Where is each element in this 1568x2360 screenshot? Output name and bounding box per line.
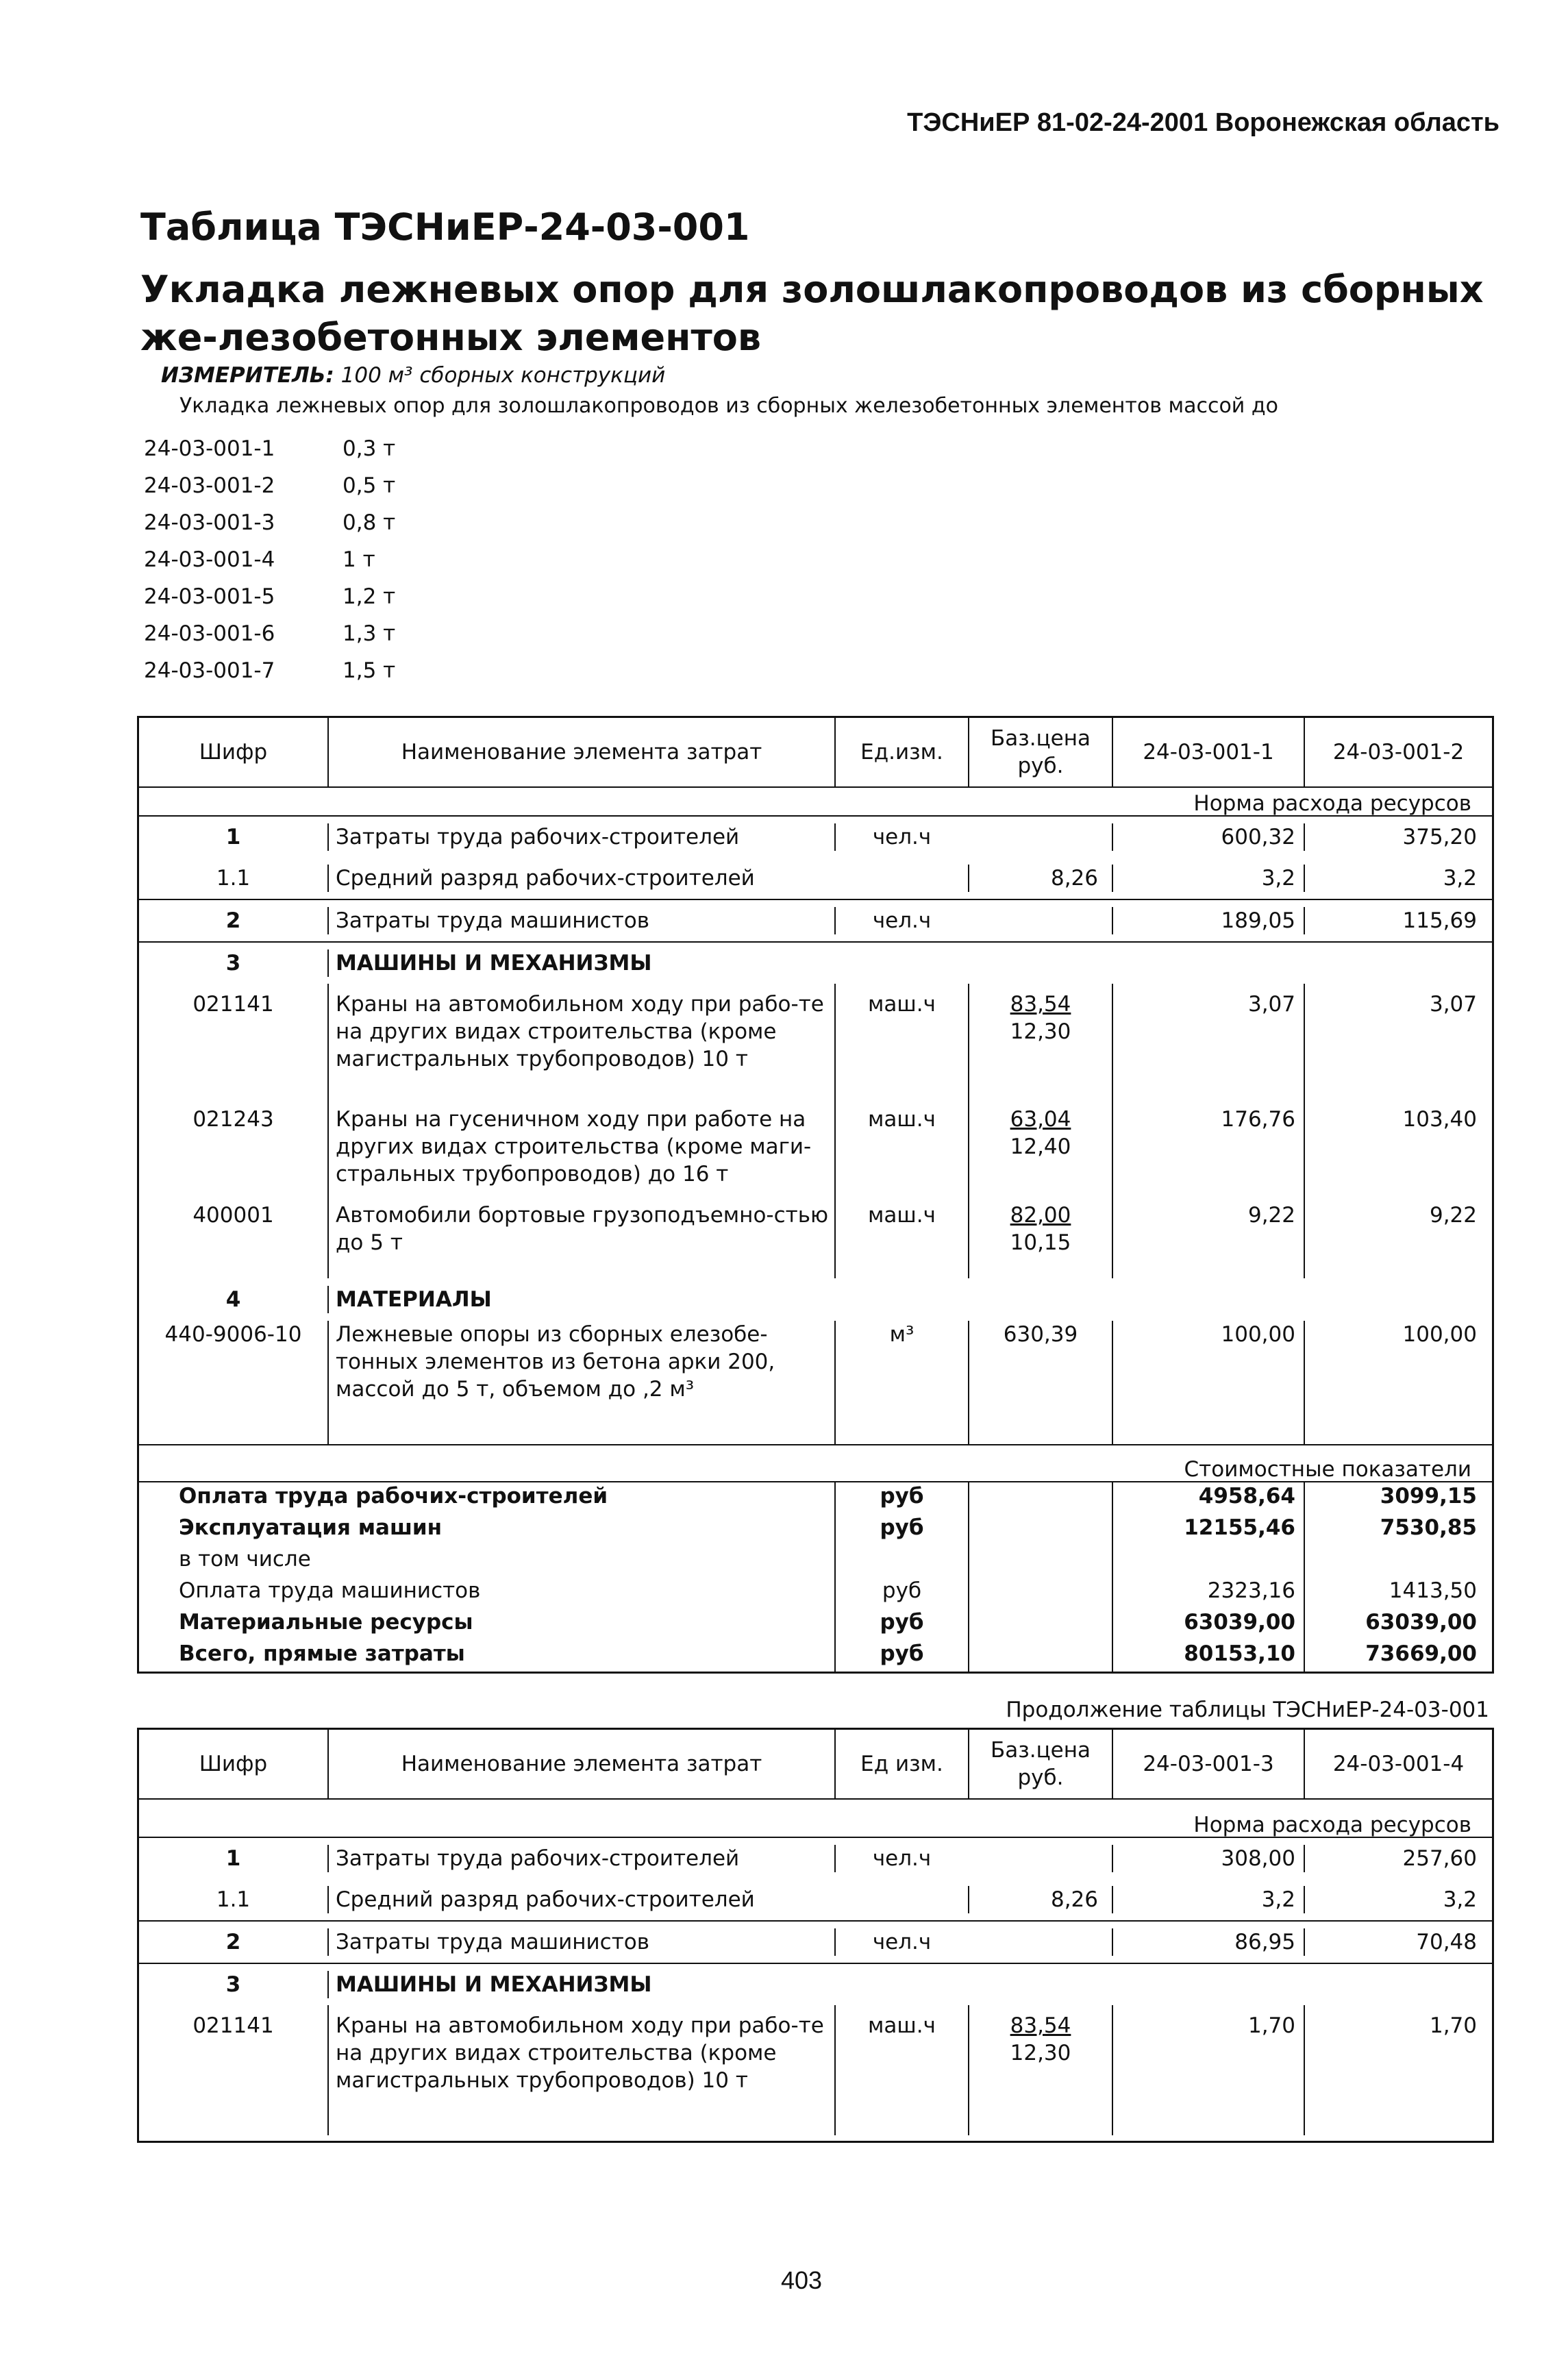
header-col1: 24-03-001-1: [1112, 718, 1304, 786]
intro-text: Укладка лежневых опор для золошлакопроводов из сборных железобетонных элементов массой до: [179, 394, 1278, 418]
table-row: 1 Затраты труда рабочих-строителей чел.ч 308,00 257,60: [139, 1838, 1492, 1879]
summary-row: Всего, прямые затраты руб 80153,10 73669,00: [139, 1640, 1492, 1672]
measure-value: 100 м³ сборных конструкций: [340, 363, 666, 388]
table-row: 440-9006-10 Лежневые опоры из сборных елезобе-тонных элементов из бетона арки 200, массой до 5 т, объемом до ,2 м³ м³ 630,39 100,00 100,00: [139, 1321, 1492, 1444]
header-name: Наименование элемента затрат: [327, 1730, 834, 1798]
code-list-item: 24-03-001-4 1 т: [144, 547, 375, 572]
table-header-row: [139, 718, 1492, 788]
summary-row: Оплата труда машинистов руб 2323,16 1413,50: [139, 1577, 1492, 1608]
header-col2: 24-03-001-4: [1304, 1730, 1492, 1798]
header-price: Баз.цена руб.: [968, 718, 1112, 786]
table-row: 3 МАШИНЫ И МЕХАНИЗМЫ: [139, 943, 1492, 984]
summary-row: в том числе: [139, 1545, 1492, 1577]
header-col1: 24-03-001-3: [1112, 1730, 1304, 1798]
header-name: Наименование элемента затрат: [327, 718, 834, 786]
table-row: 4 МАТЕРИАЛЫ: [139, 1278, 1492, 1321]
measure-label: ИЗМЕРИТЕЛЬ:: [161, 363, 334, 388]
summary-row: Эксплуатация машин руб 12155,46 7530,85: [139, 1514, 1492, 1545]
table-row: 3 МАШИНЫ И МЕХАНИЗМЫ: [139, 1964, 1492, 2005]
table-subtitle: Укладка лежневых опор для золошлакопроводов из сборных же-лезобетонных элементов: [140, 268, 1484, 359]
header-col2: 24-03-001-2: [1304, 718, 1492, 786]
table-row: 1.1 Средний разряд рабочих-строителей 8,26 3,2 3,2: [139, 1879, 1492, 1922]
table-row: 021141 Краны на автомобильном ходу при рабо-те на других видах строительства (кроме магистральных трубопроводов) 10 т маш.ч 83,54 12,30 3,07 3,07: [139, 984, 1492, 1106]
code-list-item: 24-03-001-5 1,2 т: [144, 584, 396, 609]
header-unit: Ед изм.: [834, 1730, 968, 1798]
continuation-caption: Продолжение таблицы ТЭСНиЕР-24-03-001: [1006, 1698, 1489, 1722]
code-list: [144, 430, 395, 689]
header-code: Шифр: [199, 740, 268, 765]
table-row: 2 Затраты труда машинистов чел.ч 189,05 115,69: [139, 900, 1492, 943]
code-list-item: 24-03-001-1 0,3 т: [144, 436, 396, 461]
page-number: 403: [781, 2266, 823, 2294]
code-list-item: 24-03-001-2 0,5 т: [144, 473, 396, 498]
header-unit: Ед.изм.: [834, 718, 968, 786]
table-row: 2 Затраты труда машинистов чел.ч 86,95 70,48: [139, 1922, 1492, 1964]
header-price: Баз.цена руб.: [968, 1730, 1112, 1798]
page-header: ТЭСНиЕР 81-02-24-2001 Воронежская область: [907, 108, 1499, 137]
table-row: 1.1 Средний разряд рабочих-строителей 8,26 3,2 3,2: [139, 858, 1492, 900]
table-row: 400001 Автомобили бортовые грузоподъемно-стью до 5 т маш.ч 82,00 10,15 9,22 9,22: [139, 1202, 1492, 1278]
resource-table-1: [137, 716, 1494, 1674]
resource-table-2: [137, 1728, 1494, 2143]
code-list-item: 24-03-001-7 1,5 т: [144, 658, 396, 683]
table-row: 021141 Краны на автомобильном ходу при рабо-те на других видах строительства (кроме магистральных трубопроводов) 10 т маш.ч 83,54 12,30 1,70 1,70: [139, 2005, 1492, 2135]
table-title: Таблица ТЭСНиЕР-24-03-001: [140, 206, 750, 249]
measure-line: [161, 363, 665, 388]
table-row: 021243 Краны на гусеничном ходу при работе на других видах строительства (кроме маги-стральных трубопроводов) до 16 т маш.ч 63,04 12,40 176,76 103,40: [139, 1106, 1492, 1202]
table-header-row: [139, 1730, 1492, 1800]
norm-section-label: Норма расхода ресурсов: [139, 1809, 1492, 1838]
cost-section-label: Стоимостные показатели: [139, 1444, 1492, 1482]
code-list-item: 24-03-001-3 0,8 т: [144, 510, 396, 535]
header-code: Шифр: [199, 1752, 268, 1776]
norm-section-label: Норма расхода ресурсов: [139, 788, 1492, 817]
code-list-item: 24-03-001-6 1,3 т: [144, 621, 396, 646]
table-row: 1 Затраты труда рабочих-строителей чел.ч 600,32 375,20: [139, 817, 1492, 858]
summary-row: Материальные ресурсы руб 63039,00 63039,00: [139, 1608, 1492, 1640]
summary-row: Оплата труда рабочих-строителей руб 4958,64 3099,15: [139, 1482, 1492, 1514]
